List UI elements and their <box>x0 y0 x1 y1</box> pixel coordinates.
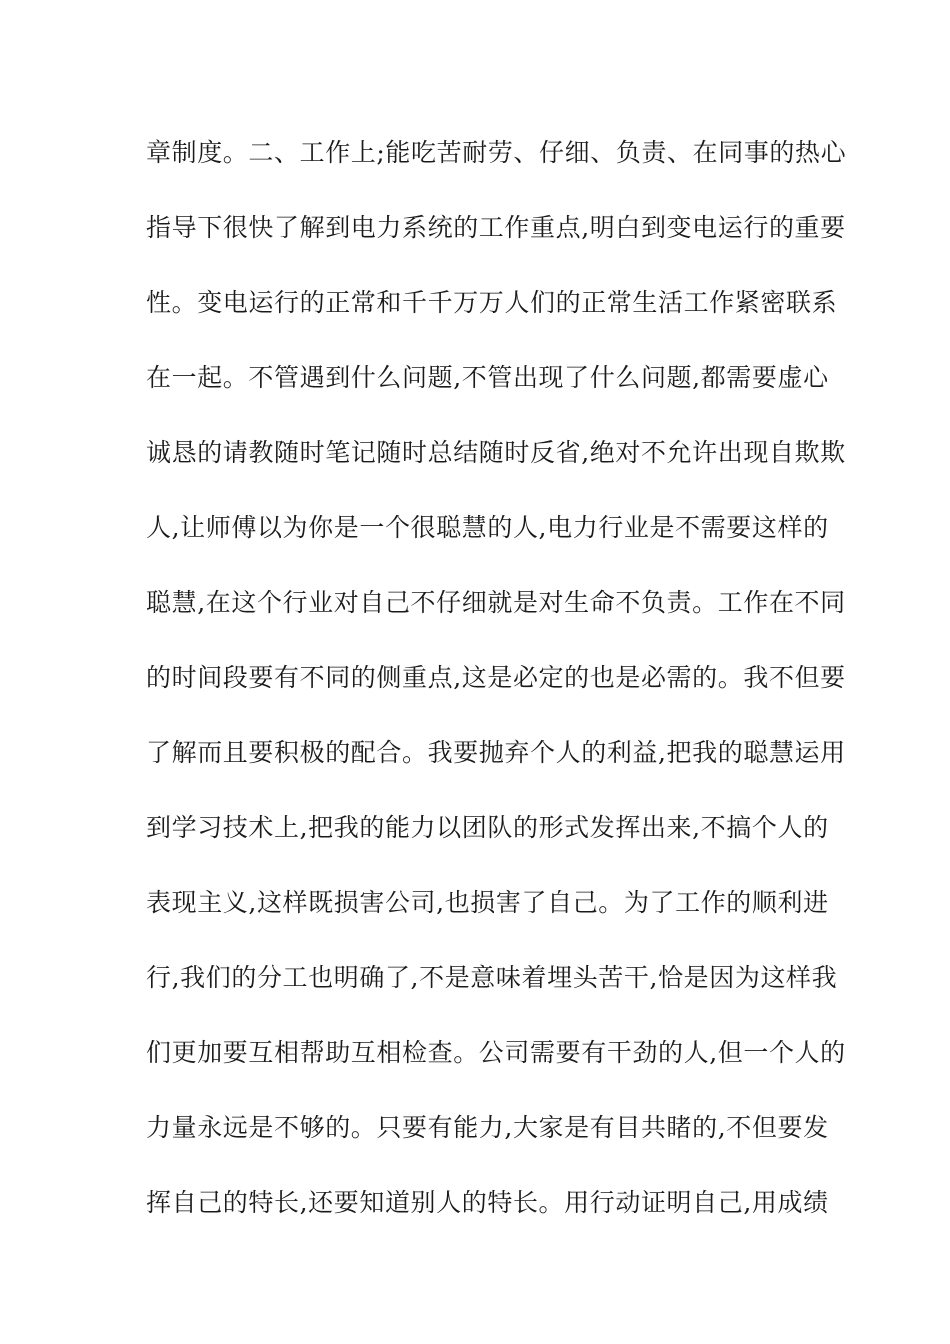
text-line: 性。变电运行的正常和千千万万人们的正常生活工作紧密联系 <box>146 288 838 317</box>
text-line: 人,让师傅以为你是一个很聪慧的人,电力行业是不需要这样的 <box>146 513 829 542</box>
text-line: 行,我们的分工也明确了,不是意味着埋头苦干,恰是因为这样我 <box>146 963 838 992</box>
text-line: 诚恳的请教随时笔记随时总结随时反省,绝对不允许出现自欺欺 <box>146 438 846 467</box>
text-line: 挥自己的特长,还要知道别人的特长。用行动证明自己,用成绩 <box>146 1188 829 1217</box>
text-line: 了解而且要积极的配合。我要抛弃个人的利益,把我的聪慧运用 <box>146 738 846 767</box>
body-text <box>146 131 847 1256</box>
text-line: 在一起。不管遇到什么问题,不管出现了什么问题,都需要虚心 <box>146 363 829 392</box>
text-line: 到学习技术上,把我的能力以团队的形式发挥出来,不搞个人的 <box>146 813 829 842</box>
text-line: 们更加要互相帮助互相检查。公司需要有干劲的人,但一个人的 <box>146 1038 846 1067</box>
text-line: 指导下很快了解到电力系统的工作重点,明白到变电运行的重要 <box>146 213 846 242</box>
text-line: 力量永远是不够的。只要有能力,大家是有目共睹的,不但要发 <box>146 1113 829 1142</box>
text-line: 表现主义,这样既损害公司,也损害了自己。为了工作的顺利进 <box>146 888 829 917</box>
text-line: 章制度。二、工作上;能吃苦耐劳、仔细、负责、在同事的热心 <box>146 138 847 167</box>
text-line: 的时间段要有不同的侧重点,这是必定的也是必需的。我不但要 <box>146 663 846 692</box>
text-line: 聪慧,在这个行业对自己不仔细就是对生命不负责。工作在不同 <box>146 588 846 617</box>
